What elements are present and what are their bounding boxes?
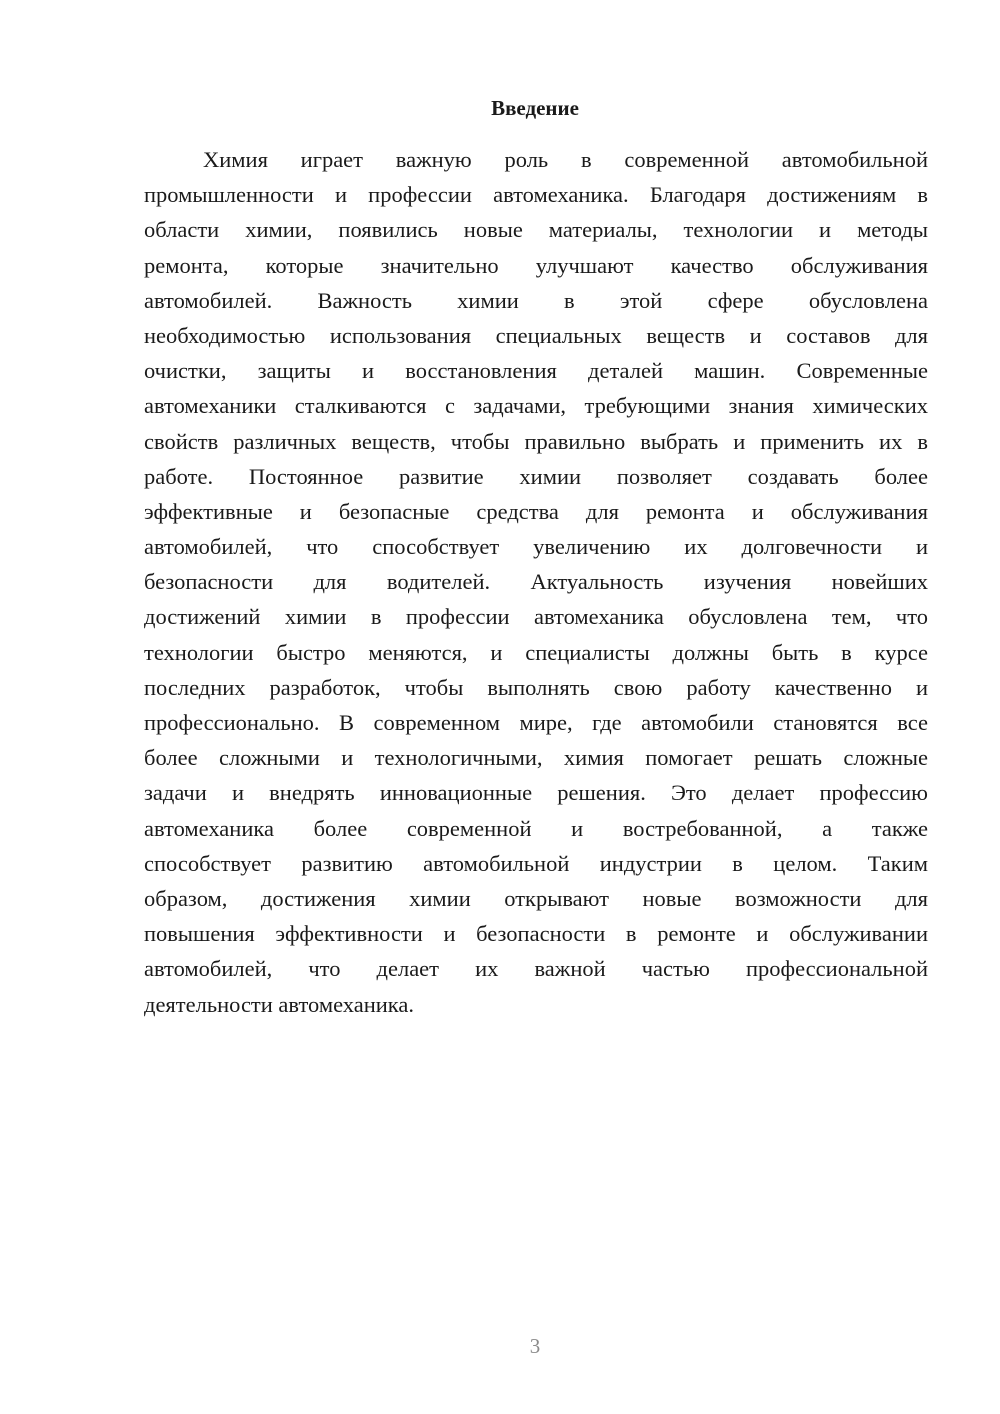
text-line: Химия играет важную роль в современной автомобильной bbox=[203, 147, 928, 172]
text-line: деятельности автомеханика. bbox=[144, 991, 414, 1017]
text-line: области химии, появились новые материалы, технологии и методы bbox=[144, 217, 928, 243]
page-number: 3 bbox=[529, 1334, 541, 1358]
text-line: технологии быстро меняются, и специалисты должны быть в курсе bbox=[144, 639, 928, 665]
text-line: необходимостью использования специальных веществ и составов для bbox=[144, 322, 928, 348]
text-line: автомобилей. Важность химии в этой сфере обусловлена bbox=[144, 287, 928, 313]
body-paragraph bbox=[144, 142, 928, 1022]
text-line: образом, достижения химии открывают новые возможности для bbox=[144, 885, 928, 911]
text-line: эффективные и безопасные средства для ремонта и обслуживания bbox=[144, 498, 928, 524]
text-line: способствует развитию автомобильной индустрии в целом. Таким bbox=[144, 850, 928, 876]
text-line: более сложными и технологичными, химия помогает решать сложные bbox=[144, 745, 928, 771]
text-line: безопасности для водителей. Актуальность изучения новейших bbox=[144, 569, 928, 595]
text-line: ремонта, которые значительно улучшают качество обслуживания bbox=[144, 252, 928, 278]
text-line: автомеханика более современной и востребованной, а также bbox=[144, 815, 928, 841]
text-line: повышения эффективности и безопасности в ремонте и обслуживании bbox=[144, 921, 928, 947]
text-line: достижений химии в профессии автомеханика обусловлена тем, что bbox=[144, 604, 928, 630]
text-line: работе. Постоянное развитие химии позволяет создавать более bbox=[144, 463, 928, 489]
section-heading: Введение bbox=[491, 96, 579, 120]
text-line: промышленности и профессии автомеханика. Благодаря достижениям в bbox=[144, 182, 928, 208]
text-line: автомобилей, что делает их важной частью профессиональной bbox=[144, 956, 928, 982]
text-line: автомобилей, что способствует увеличению их долговечности и bbox=[144, 534, 928, 560]
text-line: задачи и внедрять инновационные решения. Это делает профессию bbox=[144, 780, 928, 806]
text-line: очистки, защиты и восстановления деталей машин. Современные bbox=[144, 358, 928, 384]
text-line: профессионально. В современном мире, где автомобили становятся все bbox=[144, 710, 928, 735]
text-line: автомеханики сталкиваются с задачами, требующими знания химических bbox=[144, 393, 928, 419]
text-line: последних разработок, чтобы выполнять свою работу качественно и bbox=[144, 674, 928, 700]
text-line: свойств различных веществ, чтобы правильно выбрать и применить их в bbox=[144, 428, 928, 454]
